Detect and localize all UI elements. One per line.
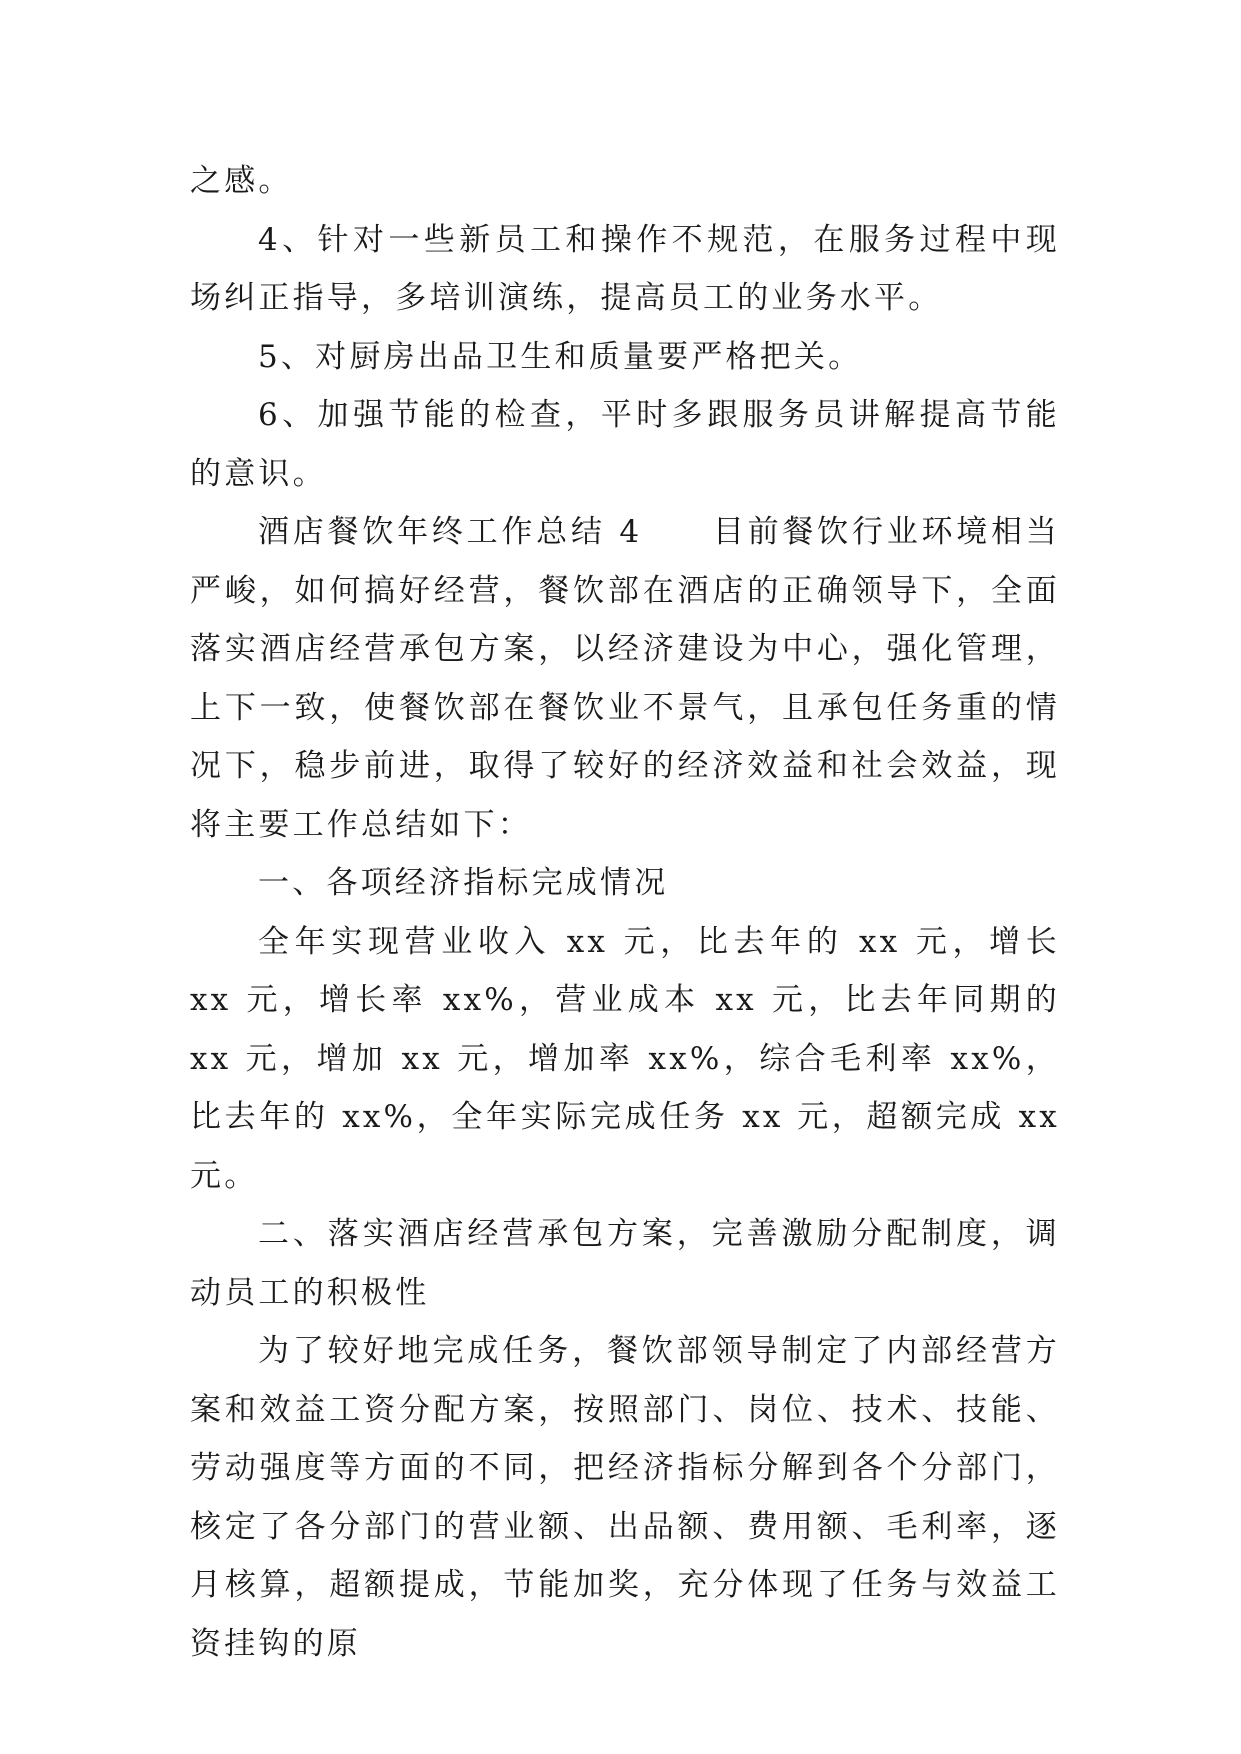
paragraph-summary-intro	[190, 503, 1060, 854]
subheading-economic-indicators: 一、各项经济指标完成情况	[258, 865, 669, 901]
paragraph-item-5: 5、对厨房出品卫生和质量要严格把关。	[258, 338, 863, 375]
paragraph-revenue: 全年实现营业收入 xx 元，比去年的 xx 元，增长 xx 元，增长率 xx%，营业成本 xx 元，比去年同期的 xx 元，增加 xx 元，增加率 xx%，综合毛利率 xx%，比去年的 xx%，全年实际完成任务 xx 元，超额完成 xx 元。	[190, 923, 1060, 1194]
paragraph-item-4: 4、针对一些新员工和操作不规范，在服务过程中现场纠正指导，多培训演练，提高员工的业务水平。	[190, 221, 1060, 316]
paragraph-distribution-plan: 为了较好地完成任务，餐饮部领导制定了内部经营方案和效益工资分配方案，按照部门、岗位、技术、技能、劳动强度等方面的不同，把经济指标分解到各个分部门，核定了各分部门的营业额、出品额、费用额、毛利率，逐月核算，超额提成，节能加奖，充分体现了任务与效益工资挂钩的原	[190, 1333, 1060, 1662]
subheading-incentive-system: 二、落实酒店经营承包方案，完善激励分配制度，调动员工的积极性	[190, 1216, 1060, 1311]
section-heading: 酒店餐饮年终工作总结 4	[258, 514, 643, 550]
document-body	[190, 152, 1060, 1673]
paragraph-item-6: 6、加强节能的检查，平时多跟服务员讲解提高节能的意识。	[190, 397, 1060, 492]
summary-intro-text: 目前餐饮行业环境相当严峻，如何搞好经营，餐饮部在酒店的正确领导下，全面落实酒店经营承包方案，以经济建设为中心，强化管理，上下一致，使餐饮部在餐饮业不景气，且承包任务重的情况下，稳步前进，取得了较好的经济效益和社会效益，现将主要工作总结如下：	[190, 514, 1061, 843]
paragraph-continuation: 之感。	[190, 163, 293, 199]
